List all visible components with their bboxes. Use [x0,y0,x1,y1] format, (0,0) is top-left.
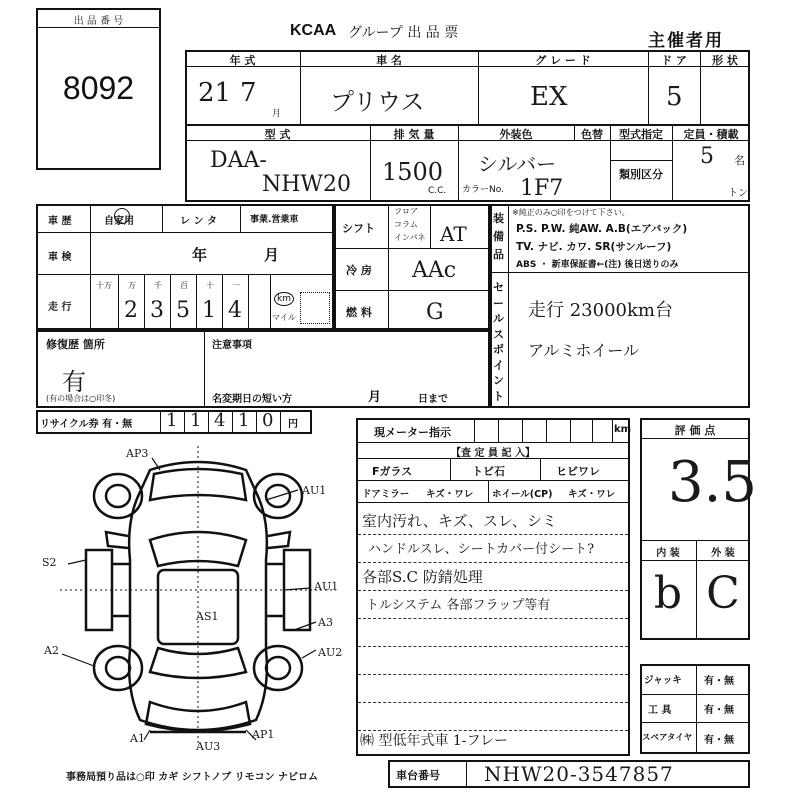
door-value: 5 [666,82,683,112]
digit-label: 千 [154,281,162,290]
damage-mark: S2 [42,556,57,569]
damage-mark: A2 [44,644,59,657]
fglass-label: Fガラス [372,465,413,478]
namechange-label: 名変期日の短い方 [212,394,292,405]
lot-divider [36,27,161,28]
model-value: NHW20 [262,172,352,197]
wheel-label: ホイール(CP) [492,489,553,500]
spare-label: スペアタイヤ [642,733,693,743]
meter-unit: km [614,424,632,435]
inspector-note: トルシステム 各部フラップ等有 [366,598,551,613]
class-label: 類別区分 [619,168,663,181]
meter-label: 現メーター指示 [374,426,451,439]
recycle-digit: 1 [238,410,250,431]
fuel-label: 燃 料 [346,306,372,319]
month-value: 7 [240,78,257,108]
damage-mark: AU3 [196,740,221,753]
office-items-note: 事務局預り品は○印 カギ シフトノブ リモコン ナビロム [66,772,319,783]
wheel-options: キズ・ワレ [568,489,616,500]
rating-value: 3.5 [668,450,758,515]
chassis-label: 車台番号 [396,769,440,782]
rating-label: 評 価 点 [674,424,716,437]
colorchange-label: 色替 [581,128,603,141]
brand: KCAA [290,22,337,39]
grade-value: EX [530,82,568,112]
equipment-note: ※純正のみ○印をつけて下さい。 [512,208,630,217]
chassis-value: NHW20-3547857 [484,762,674,786]
grade-label: グ レ ー ド [535,54,591,67]
sales-point-line: 走行 23000km台 [528,300,673,321]
tools-label: 工 具 [648,705,672,716]
exterior-value: C [706,568,740,619]
vehicle-history-label: 車 歴 [48,216,72,227]
door-label: ド ア [661,54,687,67]
colorno-value: 1F7 [520,176,564,201]
shift-option: コラム [394,220,418,229]
form-title: グループ 出 品 票 [348,25,459,41]
spare-options: 有・無 [704,735,734,746]
damage-mark: AP3 [126,447,149,460]
ac-label: 冷 房 [346,264,372,277]
unit-checkbox [300,292,330,324]
digit-label: 十 [206,281,214,290]
recycle-digit: 0 [262,410,274,431]
inspection-label: 車 検 [48,252,72,263]
name-label: 車 名 [376,54,402,67]
jack-label: ジャッキ [644,675,682,686]
jack-options: 有・無 [704,676,734,687]
sales-point-line: アルミホイール [528,341,640,360]
equipment-line: TV. ナビ. カワ. SR(サンルーフ) [516,241,672,253]
hibi-label: ヒビワレ [556,465,600,478]
displacement-label: 排 気 量 [393,128,435,141]
equipment-line: P.S. P.W. 純AW. A.B(エアバック) [516,223,688,235]
mileage-label: 走 行 [48,302,72,313]
inspector-title: 【査 定 員 記 入】 [451,448,535,459]
shift-value: AT [440,222,467,246]
namechange-month: 月 [368,390,382,405]
damage-mark: AU1 [314,580,339,593]
damage-mark: AP1 [252,728,275,741]
inspector-note: ハンドルスレ、シートカバー付シート? [368,542,595,557]
color-value: シルバー [478,152,557,176]
year-label: 年 式 [229,54,256,67]
ac-value: AAc [412,258,457,283]
mileage-digit: 2 [124,298,138,323]
lot-number: 8092 [62,70,135,106]
recycle-label: リサイクル券 有・無 [40,419,133,430]
inspection-year-unit: 年 [192,246,208,264]
private-circle-mark [114,208,130,224]
month-unit: 月 [272,109,282,119]
tools-options: 有・無 [704,705,734,716]
mileage-digit: 3 [150,298,164,323]
private-label: 自家用 [104,216,134,227]
business-label: 事業.営業車 [250,215,299,225]
organizer-label: 主催者用 [648,31,724,51]
damage-mark: A3 [318,616,333,629]
fuel-value: G [426,300,444,325]
capacity-label: 定員・積載 [683,128,739,141]
caution-label: 注意事項 [212,340,252,351]
capacity-unit: 名 [734,154,745,167]
year-value: 21 [198,78,232,108]
tobi-label: トビ石 [472,465,505,478]
shift-label: シフト [342,222,375,235]
shape-label: 形 状 [712,54,738,67]
inspection-month-unit: 月 [264,246,280,264]
model-label: 型 式 [264,128,291,141]
mileage-digit: 4 [228,298,242,323]
recycle-unit: 円 [288,419,298,430]
typeapproval-label: 型式指定 [619,128,663,141]
repair-label: 修復歴 箇所 [46,338,105,351]
recycle-digit: 1 [190,410,202,431]
exterior-label: 外 装 [711,548,735,559]
digit-label: 一 [232,281,240,290]
mile-unit: マイル [272,313,296,322]
damage-mark: AU2 [318,646,343,659]
digit-label: 百 [180,281,188,290]
damage-mark: AU1 [302,484,327,497]
name-value: プリウス [330,88,425,116]
digit-label: 十万 [96,281,112,290]
repair-note: (有の場合は○印冬) [46,394,116,403]
interior-label: 内 装 [656,548,680,559]
damage-mark: A1 [130,732,145,745]
equipment-side-label: 装備品 [493,212,504,261]
shift-option: インパネ [394,233,426,242]
repair-value: 有 [62,368,86,396]
mileage-digit: 5 [176,298,190,323]
recycle-digit: 1 [166,410,178,431]
inspector-note: 各部S.C 防錆処理 [362,568,483,586]
mirror-label: ドアミラー [362,489,410,500]
rental-label: レ ン タ [180,216,217,227]
sales-side-label: セールスポイント [493,281,504,403]
color-label: 外装色 [499,128,533,141]
lot-label: 出 品 番 号 [73,16,124,27]
colorno-label: カラーNo. [462,185,504,195]
digit-label: 万 [128,281,136,290]
damage-mark: AS1 [196,610,219,623]
mileage-digit: 1 [202,298,216,323]
interior-value: b [653,568,683,619]
ton-unit: トン [728,188,748,199]
recycle-digit: 4 [214,410,226,431]
inspector-note: 室内汚れ、キズ、スレ、シミ [362,512,557,530]
namechange-day: 日まで [418,394,448,405]
displacement-value: 1500 [382,158,444,186]
mirror-options: キズ・ワレ [426,489,474,500]
equipment-line: ABS ・ 新車保証書←(注) 後日送りのみ [516,260,679,270]
cc-unit: C.C. [428,186,447,196]
km-unit: km [274,292,294,306]
capacity-value: 5 [700,144,714,169]
inspector-note: ㈱ 型低年式車 1-フレー [360,733,508,749]
model-value-prefix: DAA- [210,148,267,173]
shift-option: フロア [394,207,418,216]
